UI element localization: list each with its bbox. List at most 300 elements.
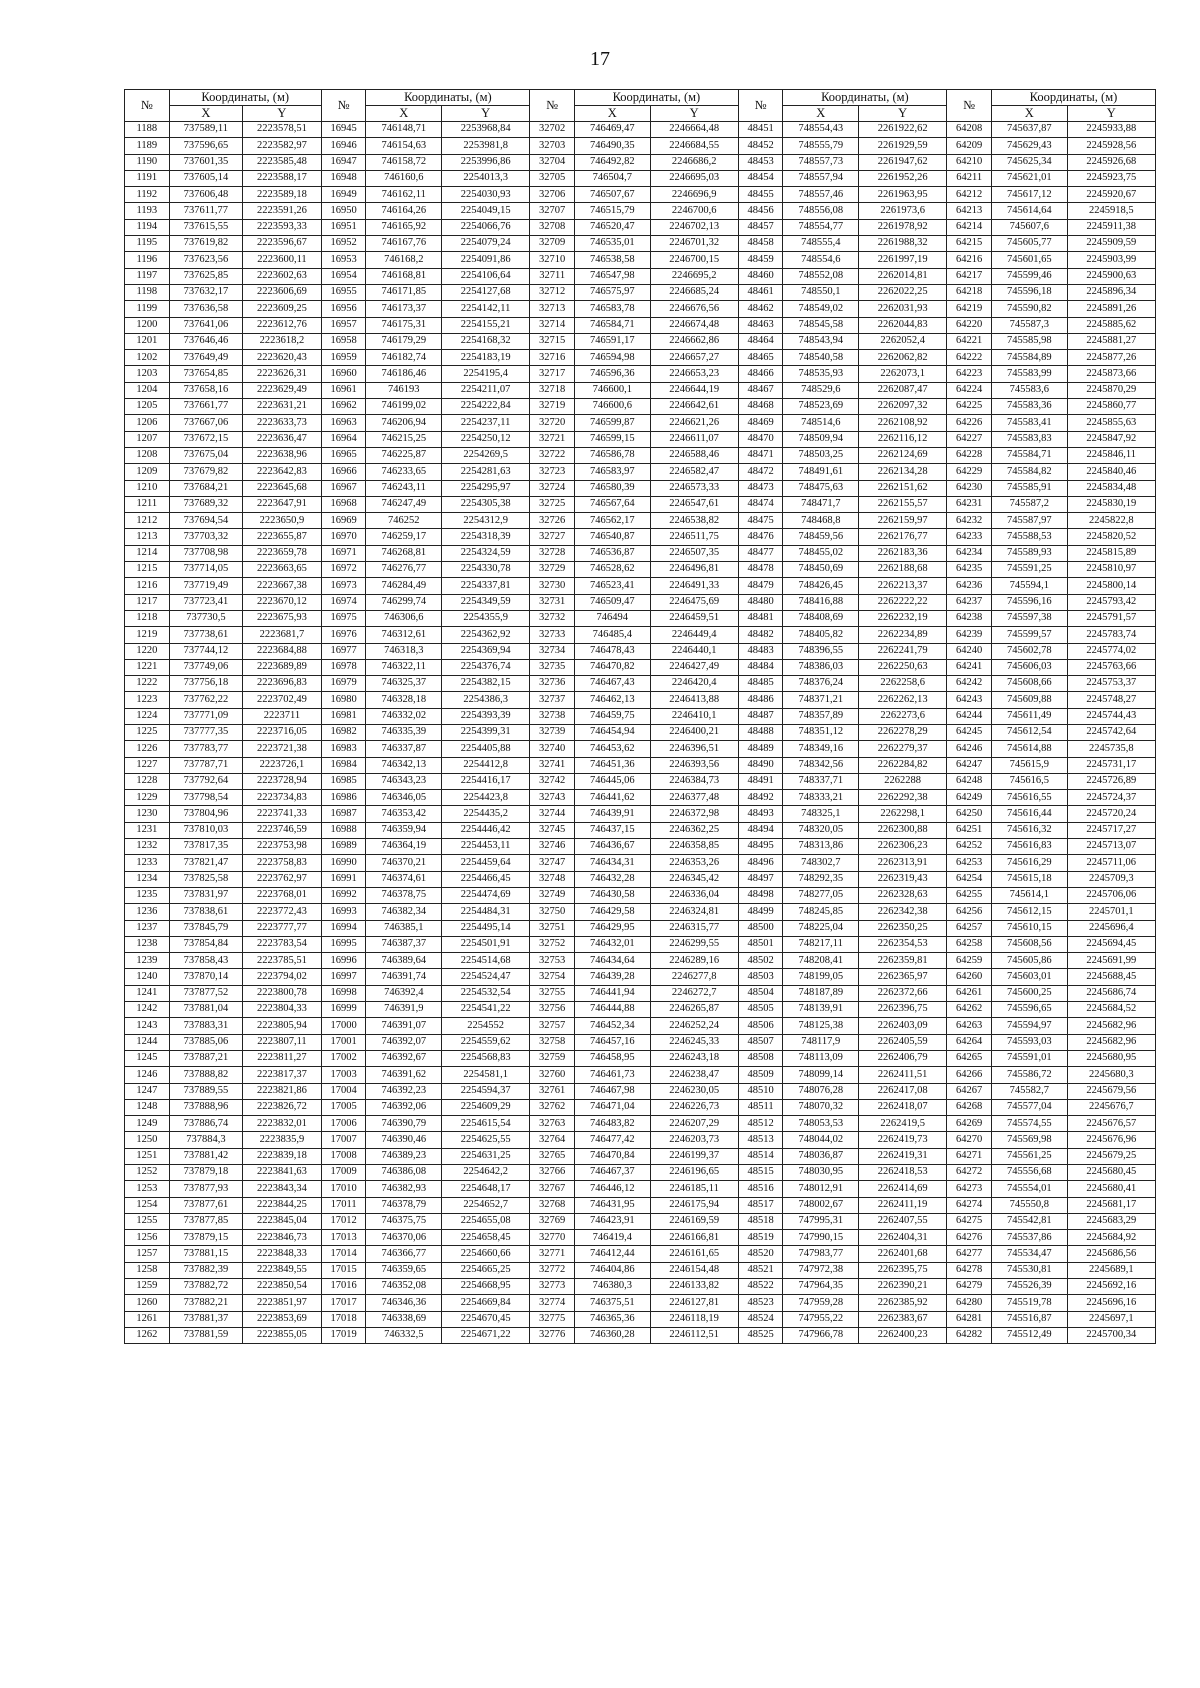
point-number-cell: 17003 bbox=[321, 1067, 366, 1083]
coord-x-cell: 746378,75 bbox=[366, 887, 442, 903]
coord-y-cell: 2262390,21 bbox=[859, 1279, 947, 1295]
coord-y-cell: 2245909,59 bbox=[1067, 236, 1155, 252]
point-number-cell: 16968 bbox=[321, 496, 366, 512]
coord-y-cell: 2246245,33 bbox=[650, 1034, 738, 1050]
coord-y-cell: 2262262,13 bbox=[859, 692, 947, 708]
coord-x-cell: 748325,1 bbox=[783, 806, 859, 822]
coord-x-cell: 748012,91 bbox=[783, 1181, 859, 1197]
coord-y-cell: 2245686,56 bbox=[1067, 1246, 1155, 1262]
coord-y-cell: 2262292,38 bbox=[859, 790, 947, 806]
coord-y-cell: 2223841,63 bbox=[243, 1165, 322, 1181]
table-row bbox=[125, 953, 1156, 969]
point-number-cell: 32708 bbox=[530, 219, 575, 235]
coord-x-cell: 746562,17 bbox=[574, 513, 650, 529]
coord-x-cell: 746276,77 bbox=[366, 562, 442, 578]
coord-x-cell: 737885,06 bbox=[169, 1034, 242, 1050]
coord-y-cell: 2223805,94 bbox=[243, 1018, 322, 1034]
coord-x-cell: 746600,6 bbox=[574, 399, 650, 415]
coord-y-cell: 2223772,43 bbox=[243, 904, 322, 920]
coord-x-cell: 746540,87 bbox=[574, 529, 650, 545]
coord-y-cell: 2254030,93 bbox=[442, 187, 530, 203]
point-number-cell: 64275 bbox=[947, 1213, 992, 1229]
coord-y-cell: 2246127,81 bbox=[650, 1295, 738, 1311]
coord-y-cell: 2262419,5 bbox=[859, 1116, 947, 1132]
coord-x-cell: 746583,97 bbox=[574, 464, 650, 480]
point-number-cell: 32728 bbox=[530, 545, 575, 561]
point-number-cell: 1251 bbox=[125, 1148, 170, 1164]
point-number-cell: 64221 bbox=[947, 333, 992, 349]
coord-y-cell: 2262273,6 bbox=[859, 708, 947, 724]
point-number-cell: 16964 bbox=[321, 431, 366, 447]
col-num-header: № bbox=[530, 90, 575, 122]
coord-x-cell: 746507,67 bbox=[574, 187, 650, 203]
point-number-cell: 16981 bbox=[321, 708, 366, 724]
coord-y-cell: 2223633,73 bbox=[243, 415, 322, 431]
point-number-cell: 64261 bbox=[947, 985, 992, 1001]
coord-x-cell: 737675,04 bbox=[169, 447, 242, 463]
point-number-cell: 48467 bbox=[738, 382, 783, 398]
col-y-header: Y bbox=[442, 106, 530, 122]
point-number-cell: 1203 bbox=[125, 366, 170, 382]
point-number-cell: 17006 bbox=[321, 1116, 366, 1132]
coord-x-cell: 745603,01 bbox=[991, 969, 1067, 985]
coord-y-cell: 2254416,17 bbox=[442, 773, 530, 789]
point-number-cell: 64251 bbox=[947, 822, 992, 838]
table-row bbox=[125, 203, 1156, 219]
point-number-cell: 16975 bbox=[321, 610, 366, 626]
coord-y-cell: 2223638,96 bbox=[243, 447, 322, 463]
coord-x-cell: 748357,89 bbox=[783, 708, 859, 724]
coord-y-cell: 2245683,29 bbox=[1067, 1213, 1155, 1229]
point-number-cell: 1258 bbox=[125, 1262, 170, 1278]
coord-x-cell: 748245,85 bbox=[783, 904, 859, 920]
point-number-cell: 16983 bbox=[321, 741, 366, 757]
coord-y-cell: 2245920,67 bbox=[1067, 187, 1155, 203]
coord-x-cell: 746391,07 bbox=[366, 1018, 442, 1034]
point-number-cell: 64217 bbox=[947, 268, 992, 284]
coord-x-cell: 746594,98 bbox=[574, 350, 650, 366]
coord-x-cell: 746199,02 bbox=[366, 399, 442, 415]
coord-y-cell: 2262234,89 bbox=[859, 627, 947, 643]
coord-x-cell: 746306,6 bbox=[366, 610, 442, 626]
coord-x-cell: 745583,6 bbox=[991, 382, 1067, 398]
coord-y-cell: 2254295,97 bbox=[442, 480, 530, 496]
coord-y-cell: 2245717,27 bbox=[1067, 822, 1155, 838]
coord-x-cell: 748503,25 bbox=[783, 447, 859, 463]
coord-x-cell: 748540,58 bbox=[783, 350, 859, 366]
point-number-cell: 64223 bbox=[947, 366, 992, 382]
table-row bbox=[125, 382, 1156, 398]
coord-y-cell: 2254625,55 bbox=[442, 1132, 530, 1148]
coord-y-cell: 2246345,42 bbox=[650, 871, 738, 887]
coord-x-cell: 746374,61 bbox=[366, 871, 442, 887]
point-number-cell: 32735 bbox=[530, 659, 575, 675]
coord-x-cell: 746446,12 bbox=[574, 1181, 650, 1197]
point-number-cell: 1202 bbox=[125, 350, 170, 366]
coord-y-cell: 2245903,99 bbox=[1067, 252, 1155, 268]
table-row bbox=[125, 1148, 1156, 1164]
coord-y-cell: 2254318,39 bbox=[442, 529, 530, 545]
coord-x-cell: 737689,32 bbox=[169, 496, 242, 512]
point-number-cell: 1229 bbox=[125, 790, 170, 806]
coord-y-cell: 2245923,75 bbox=[1067, 170, 1155, 186]
point-number-cell: 1209 bbox=[125, 464, 170, 480]
point-number-cell: 32734 bbox=[530, 643, 575, 659]
coord-y-cell: 2246166,81 bbox=[650, 1230, 738, 1246]
point-number-cell: 48490 bbox=[738, 757, 783, 773]
point-number-cell: 32725 bbox=[530, 496, 575, 512]
coord-x-cell: 745537,86 bbox=[991, 1230, 1067, 1246]
col-num-header: № bbox=[947, 90, 992, 122]
point-number-cell: 1262 bbox=[125, 1327, 170, 1343]
coord-x-cell: 746459,75 bbox=[574, 708, 650, 724]
coord-x-cell: 737738,61 bbox=[169, 627, 242, 643]
coord-x-cell: 746378,79 bbox=[366, 1197, 442, 1213]
point-number-cell: 48515 bbox=[738, 1165, 783, 1181]
coord-x-cell: 737658,16 bbox=[169, 382, 242, 398]
coord-y-cell: 2262052,4 bbox=[859, 333, 947, 349]
coord-y-cell: 2246696,9 bbox=[650, 187, 738, 203]
coord-y-cell: 2246657,27 bbox=[650, 350, 738, 366]
point-number-cell: 48472 bbox=[738, 464, 783, 480]
coord-x-cell: 745596,65 bbox=[991, 1002, 1067, 1018]
coord-y-cell: 2262406,79 bbox=[859, 1050, 947, 1066]
point-number-cell: 16952 bbox=[321, 236, 366, 252]
point-number-cell: 32760 bbox=[530, 1067, 575, 1083]
coord-x-cell: 746535,01 bbox=[574, 236, 650, 252]
coord-x-cell: 746225,87 bbox=[366, 447, 442, 463]
coord-y-cell: 2245840,46 bbox=[1067, 464, 1155, 480]
point-number-cell: 16948 bbox=[321, 170, 366, 186]
coord-y-cell: 2254211,07 bbox=[442, 382, 530, 398]
table-row bbox=[125, 1262, 1156, 1278]
coord-y-cell: 2223734,83 bbox=[243, 790, 322, 806]
coord-y-cell: 2262395,75 bbox=[859, 1262, 947, 1278]
coord-x-cell: 737719,49 bbox=[169, 578, 242, 594]
point-number-cell: 17009 bbox=[321, 1165, 366, 1181]
point-number-cell: 1213 bbox=[125, 529, 170, 545]
point-number-cell: 64273 bbox=[947, 1181, 992, 1197]
coord-y-cell: 2223612,76 bbox=[243, 317, 322, 333]
coord-y-cell: 2245688,45 bbox=[1067, 969, 1155, 985]
point-number-cell: 48483 bbox=[738, 643, 783, 659]
coord-y-cell: 2254541,22 bbox=[442, 1002, 530, 1018]
point-number-cell: 1219 bbox=[125, 627, 170, 643]
point-number-cell: 32761 bbox=[530, 1083, 575, 1099]
table-row bbox=[125, 1067, 1156, 1083]
coord-y-cell: 2245706,06 bbox=[1067, 887, 1155, 903]
coord-x-cell: 745584,89 bbox=[991, 350, 1067, 366]
point-number-cell: 48480 bbox=[738, 594, 783, 610]
coord-y-cell: 2245860,77 bbox=[1067, 399, 1155, 415]
coord-y-cell: 2262365,97 bbox=[859, 969, 947, 985]
coord-x-cell: 737877,93 bbox=[169, 1181, 242, 1197]
coord-y-cell: 2246393,56 bbox=[650, 757, 738, 773]
coord-x-cell: 745609,88 bbox=[991, 692, 1067, 708]
coord-x-cell: 748351,12 bbox=[783, 724, 859, 740]
coord-x-cell: 746391,62 bbox=[366, 1067, 442, 1083]
point-number-cell: 32758 bbox=[530, 1034, 575, 1050]
coord-x-cell: 745526,39 bbox=[991, 1279, 1067, 1295]
coord-x-cell: 745556,68 bbox=[991, 1165, 1067, 1181]
point-number-cell: 16996 bbox=[321, 953, 366, 969]
point-number-cell: 48454 bbox=[738, 170, 783, 186]
coord-y-cell: 2254386,3 bbox=[442, 692, 530, 708]
coord-y-cell: 2262278,29 bbox=[859, 724, 947, 740]
coord-y-cell: 2254269,5 bbox=[442, 447, 530, 463]
coord-y-cell: 2246420,4 bbox=[650, 676, 738, 692]
coord-x-cell: 745585,98 bbox=[991, 333, 1067, 349]
point-number-cell: 64265 bbox=[947, 1050, 992, 1066]
coord-y-cell: 2254312,9 bbox=[442, 513, 530, 529]
coord-y-cell: 2246653,23 bbox=[650, 366, 738, 382]
point-number-cell: 17019 bbox=[321, 1327, 366, 1343]
coord-y-cell: 2223850,54 bbox=[243, 1279, 322, 1295]
coord-y-cell: 2254382,15 bbox=[442, 676, 530, 692]
coord-y-cell: 2245694,45 bbox=[1067, 936, 1155, 952]
point-number-cell: 64218 bbox=[947, 284, 992, 300]
coord-y-cell: 2245900,63 bbox=[1067, 268, 1155, 284]
coord-y-cell: 2254091,86 bbox=[442, 252, 530, 268]
point-number-cell: 1240 bbox=[125, 969, 170, 985]
coord-y-cell: 2246582,47 bbox=[650, 464, 738, 480]
point-number-cell: 64257 bbox=[947, 920, 992, 936]
point-number-cell: 32719 bbox=[530, 399, 575, 415]
coord-x-cell: 737649,49 bbox=[169, 350, 242, 366]
coord-y-cell: 2254106,64 bbox=[442, 268, 530, 284]
point-number-cell: 48482 bbox=[738, 627, 783, 643]
table-row bbox=[125, 936, 1156, 952]
coord-x-cell: 737877,61 bbox=[169, 1197, 242, 1213]
coord-x-cell: 737596,65 bbox=[169, 138, 242, 154]
point-number-cell: 1222 bbox=[125, 676, 170, 692]
coord-x-cell: 748320,05 bbox=[783, 822, 859, 838]
coord-x-cell: 737845,79 bbox=[169, 920, 242, 936]
point-number-cell: 1256 bbox=[125, 1230, 170, 1246]
point-number-cell: 64243 bbox=[947, 692, 992, 708]
point-number-cell: 32739 bbox=[530, 724, 575, 740]
coord-x-cell: 737887,21 bbox=[169, 1050, 242, 1066]
coord-x-cell: 745616,83 bbox=[991, 839, 1067, 855]
coord-x-cell: 737771,09 bbox=[169, 708, 242, 724]
point-number-cell: 64246 bbox=[947, 741, 992, 757]
coord-y-cell: 2245855,63 bbox=[1067, 415, 1155, 431]
coord-x-cell: 745625,34 bbox=[991, 154, 1067, 170]
coord-x-cell: 748099,14 bbox=[783, 1067, 859, 1083]
coord-y-cell: 2245680,45 bbox=[1067, 1165, 1155, 1181]
point-number-cell: 64232 bbox=[947, 513, 992, 529]
point-number-cell: 64254 bbox=[947, 871, 992, 887]
coord-y-cell: 2246496,81 bbox=[650, 562, 738, 578]
coord-x-cell: 737858,43 bbox=[169, 953, 242, 969]
point-number-cell: 48487 bbox=[738, 708, 783, 724]
point-number-cell: 48461 bbox=[738, 284, 783, 300]
coord-group-header: Координаты, (м) bbox=[169, 90, 321, 106]
coord-y-cell: 2223783,54 bbox=[243, 936, 322, 952]
coord-x-cell: 745577,04 bbox=[991, 1099, 1067, 1115]
point-number-cell: 32733 bbox=[530, 627, 575, 643]
coord-y-cell: 2246507,35 bbox=[650, 545, 738, 561]
coord-y-cell: 2262359,81 bbox=[859, 953, 947, 969]
coord-y-cell: 2223785,51 bbox=[243, 953, 322, 969]
table-row bbox=[125, 594, 1156, 610]
coord-y-cell: 2245881,27 bbox=[1067, 333, 1155, 349]
point-number-cell: 32706 bbox=[530, 187, 575, 203]
coord-x-cell: 746469,47 bbox=[574, 122, 650, 138]
coord-y-cell: 2262400,23 bbox=[859, 1327, 947, 1343]
point-number-cell: 48470 bbox=[738, 431, 783, 447]
point-number-cell: 17001 bbox=[321, 1034, 366, 1050]
point-number-cell: 32720 bbox=[530, 415, 575, 431]
coord-x-cell: 737854,84 bbox=[169, 936, 242, 952]
point-number-cell: 1231 bbox=[125, 822, 170, 838]
point-number-cell: 32738 bbox=[530, 708, 575, 724]
coord-y-cell: 2254281,63 bbox=[442, 464, 530, 480]
point-number-cell: 16970 bbox=[321, 529, 366, 545]
point-number-cell: 64269 bbox=[947, 1116, 992, 1132]
coord-x-cell: 737792,64 bbox=[169, 773, 242, 789]
coord-y-cell: 2245679,56 bbox=[1067, 1083, 1155, 1099]
coord-y-cell: 2261997,19 bbox=[859, 252, 947, 268]
coord-y-cell: 2223620,43 bbox=[243, 350, 322, 366]
point-number-cell: 32730 bbox=[530, 578, 575, 594]
coord-y-cell: 2262354,53 bbox=[859, 936, 947, 952]
coord-x-cell: 746154,63 bbox=[366, 138, 442, 154]
coord-y-cell: 2245711,06 bbox=[1067, 855, 1155, 871]
point-number-cell: 48453 bbox=[738, 154, 783, 170]
coord-x-cell: 748002,67 bbox=[783, 1197, 859, 1213]
coord-x-cell: 748036,87 bbox=[783, 1148, 859, 1164]
coord-x-cell: 746439,28 bbox=[574, 969, 650, 985]
coord-x-cell: 745550,8 bbox=[991, 1197, 1067, 1213]
point-number-cell: 32743 bbox=[530, 790, 575, 806]
coord-x-cell: 746175,31 bbox=[366, 317, 442, 333]
table-row bbox=[125, 154, 1156, 170]
coord-x-cell: 745606,03 bbox=[991, 659, 1067, 675]
coord-x-cell: 745561,25 bbox=[991, 1148, 1067, 1164]
coord-y-cell: 2246440,1 bbox=[650, 643, 738, 659]
point-number-cell: 1193 bbox=[125, 203, 170, 219]
coord-y-cell: 2262250,63 bbox=[859, 659, 947, 675]
coord-y-cell: 2246169,59 bbox=[650, 1213, 738, 1229]
coord-x-cell: 747990,15 bbox=[783, 1230, 859, 1246]
coord-y-cell: 2246377,48 bbox=[650, 790, 738, 806]
coord-y-cell: 2262022,25 bbox=[859, 284, 947, 300]
coord-y-cell: 2223670,12 bbox=[243, 594, 322, 610]
coord-x-cell: 746385,1 bbox=[366, 920, 442, 936]
point-number-cell: 1211 bbox=[125, 496, 170, 512]
coord-y-cell: 2262385,92 bbox=[859, 1295, 947, 1311]
coord-x-cell: 748543,94 bbox=[783, 333, 859, 349]
coord-x-cell: 745614,88 bbox=[991, 741, 1067, 757]
coord-y-cell: 2245815,89 bbox=[1067, 545, 1155, 561]
coord-y-cell: 2223726,1 bbox=[243, 757, 322, 773]
coord-y-cell: 2245691,99 bbox=[1067, 953, 1155, 969]
coord-y-cell: 2262328,63 bbox=[859, 887, 947, 903]
coord-x-cell: 746591,17 bbox=[574, 333, 650, 349]
table-row bbox=[125, 985, 1156, 1001]
coord-y-cell: 2254435,2 bbox=[442, 806, 530, 822]
coord-y-cell: 2246230,05 bbox=[650, 1083, 738, 1099]
coord-y-cell: 2246362,25 bbox=[650, 822, 738, 838]
point-number-cell: 48456 bbox=[738, 203, 783, 219]
coord-x-cell: 746528,62 bbox=[574, 562, 650, 578]
point-number-cell: 48479 bbox=[738, 578, 783, 594]
point-number-cell: 32714 bbox=[530, 317, 575, 333]
coord-y-cell: 2245926,68 bbox=[1067, 154, 1155, 170]
coord-group-header: Координаты, (м) bbox=[366, 90, 530, 106]
coord-x-cell: 737601,35 bbox=[169, 154, 242, 170]
table-row bbox=[125, 1246, 1156, 1262]
coord-x-cell: 745605,77 bbox=[991, 236, 1067, 252]
point-number-cell: 32729 bbox=[530, 562, 575, 578]
coord-y-cell: 2262284,82 bbox=[859, 757, 947, 773]
table-row bbox=[125, 236, 1156, 252]
coord-x-cell: 737641,06 bbox=[169, 317, 242, 333]
coord-y-cell: 2262407,55 bbox=[859, 1213, 947, 1229]
point-number-cell: 1198 bbox=[125, 284, 170, 300]
table-row bbox=[125, 350, 1156, 366]
point-number-cell: 48522 bbox=[738, 1279, 783, 1295]
coord-x-cell: 737881,37 bbox=[169, 1311, 242, 1327]
coord-y-cell: 2223848,33 bbox=[243, 1246, 322, 1262]
coord-x-cell: 746599,87 bbox=[574, 415, 650, 431]
coord-x-cell: 745602,78 bbox=[991, 643, 1067, 659]
coord-x-cell: 748557,73 bbox=[783, 154, 859, 170]
point-number-cell: 32773 bbox=[530, 1279, 575, 1295]
coord-y-cell: 2253968,84 bbox=[442, 122, 530, 138]
coord-x-cell: 737694,54 bbox=[169, 513, 242, 529]
coord-y-cell: 2223843,34 bbox=[243, 1181, 322, 1197]
coord-x-cell: 745629,43 bbox=[991, 138, 1067, 154]
coord-y-cell: 2262183,36 bbox=[859, 545, 947, 561]
table-row bbox=[125, 855, 1156, 871]
coord-y-cell: 2223589,18 bbox=[243, 187, 322, 203]
coord-x-cell: 746338,69 bbox=[366, 1311, 442, 1327]
coord-x-cell: 746342,13 bbox=[366, 757, 442, 773]
coord-x-cell: 748426,45 bbox=[783, 578, 859, 594]
coord-y-cell: 2245682,96 bbox=[1067, 1034, 1155, 1050]
coord-x-cell: 746168,81 bbox=[366, 268, 442, 284]
coord-x-cell: 745542,81 bbox=[991, 1213, 1067, 1229]
col-x-header: X bbox=[574, 106, 650, 122]
coord-y-cell: 2223853,69 bbox=[243, 1311, 322, 1327]
coord-x-cell: 745512,49 bbox=[991, 1327, 1067, 1343]
point-number-cell: 32710 bbox=[530, 252, 575, 268]
point-number-cell: 1246 bbox=[125, 1067, 170, 1083]
point-number-cell: 64278 bbox=[947, 1262, 992, 1278]
table-row bbox=[125, 170, 1156, 186]
coord-y-cell: 2246272,7 bbox=[650, 985, 738, 1001]
coord-y-cell: 2254155,21 bbox=[442, 317, 530, 333]
coord-y-cell: 2245896,34 bbox=[1067, 284, 1155, 300]
table-row bbox=[125, 871, 1156, 887]
point-number-cell: 16966 bbox=[321, 464, 366, 480]
coord-x-cell: 748187,89 bbox=[783, 985, 859, 1001]
coord-y-cell: 2262342,38 bbox=[859, 904, 947, 920]
coord-y-cell: 2223681,7 bbox=[243, 627, 322, 643]
coord-y-cell: 2223835,9 bbox=[243, 1132, 322, 1148]
table-row bbox=[125, 1279, 1156, 1295]
coord-y-cell: 2246611,07 bbox=[650, 431, 738, 447]
coord-x-cell: 746325,37 bbox=[366, 676, 442, 692]
table-row bbox=[125, 513, 1156, 529]
coord-x-cell: 745593,03 bbox=[991, 1034, 1067, 1050]
coord-x-cell: 745599,46 bbox=[991, 268, 1067, 284]
table-row bbox=[125, 366, 1156, 382]
point-number-cell: 64224 bbox=[947, 382, 992, 398]
coord-y-cell: 2254459,64 bbox=[442, 855, 530, 871]
